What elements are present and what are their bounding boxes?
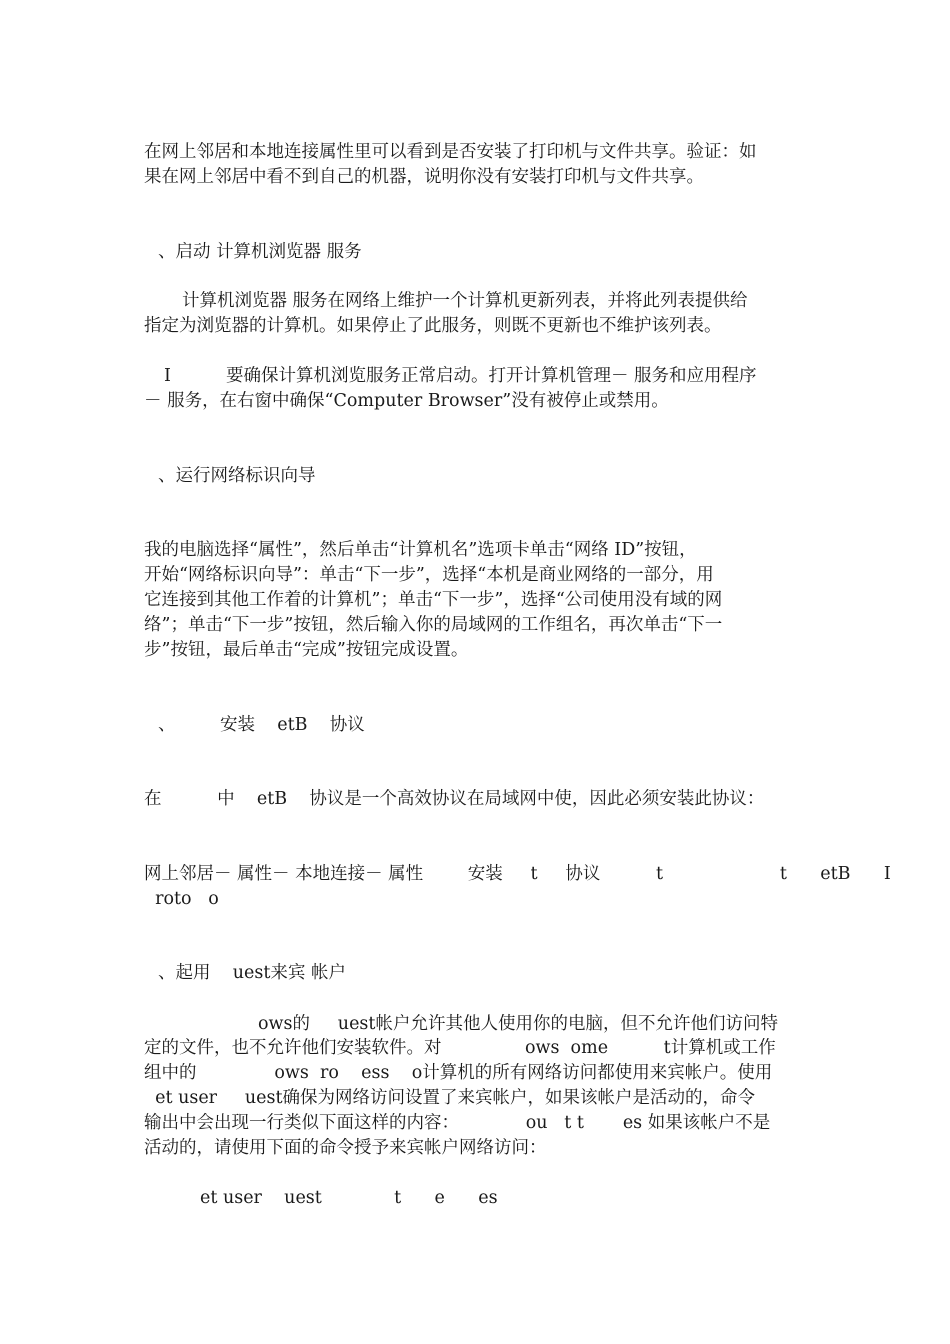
text-line: I xyxy=(164,366,171,386)
text-line: 果在网上邻居中看不到自己的机器，说明你没有安装打印机与文件共享。 xyxy=(144,167,704,187)
section-heading: 、起用 uest来宾 帐户 xyxy=(158,963,346,983)
text-line: 络”；单击“下一步”按钮，然后输入你的局域网的工作组名，再次单击“下一 xyxy=(144,615,723,635)
text-line: － 服务，在右窗中确保“Computer Browser”没有被停止或禁用。 xyxy=(144,391,669,411)
text-line: 步”按钮，最后单击“完成”按钮完成设置。 xyxy=(144,640,469,660)
command-line: et user uest t e es xyxy=(200,1188,498,1208)
text-line: 输出中会出现一行类似下面这样的内容： ou t t es 如果该帐户不是 xyxy=(144,1113,771,1133)
text-line: 组中的 ows ro ess o计算机的所有网络访问都使用来宾帐户。使用 xyxy=(144,1063,773,1083)
text-line: 在网上邻居和本地连接属性里可以看到是否安装了打印机与文件共享。验证：如 xyxy=(144,142,757,162)
text-line: 定的文件，也不允许他们安装软件。对 ows ome t计算机或工作 xyxy=(144,1038,776,1058)
section-heading: 、 安装 etB 协议 xyxy=(158,715,365,735)
text-line: 我的电脑选择“属性”，然后单击“计算机名”选项卡单击“网络 ID”按钮， xyxy=(144,540,697,560)
text-line: 它连接到其他工作着的计算机”；单击“下一步”，选择“公司使用没有域的网 xyxy=(144,590,723,610)
text-line: 活动的，请使用下面的命令授予来宾帐户网络访问： xyxy=(144,1138,547,1158)
text-line: 指定为浏览器的计算机。如果停止了此服务，则既不更新也不维护该列表。 xyxy=(144,316,722,336)
text-line: 网上邻居－ 属性－ 本地连接－ 属性 安装 t 协议 t t etB I xyxy=(144,864,891,884)
text-line: ows的 uest帐户允许其他人使用你的电脑，但不允许他们访问特 xyxy=(258,1014,778,1034)
text-line: 计算机浏览器 服务在网络上维护一个计算机更新列表，并将此列表提供给 xyxy=(182,291,748,311)
text-line: et user uest确保为网络访问设置了来宾帐户，如果该帐户是活动的，命令 xyxy=(144,1088,756,1108)
section-heading: 、启动 计算机浏览器 服务 xyxy=(158,242,362,262)
text-line: roto o xyxy=(144,889,219,909)
text-line: 要确保计算机浏览服务正常启动。打开计算机管理－ 服务和应用程序 xyxy=(226,366,757,386)
text-line: 在 中 etB 协议是一个高效协议在局域网中使，因此必须安装此协议： xyxy=(144,789,765,809)
section-heading: 、运行网络标识向导 xyxy=(158,466,316,486)
text-line: 开始“网络标识向导”：单击“下一步”，选择“本机是商业网络的一部分，用 xyxy=(144,565,714,585)
